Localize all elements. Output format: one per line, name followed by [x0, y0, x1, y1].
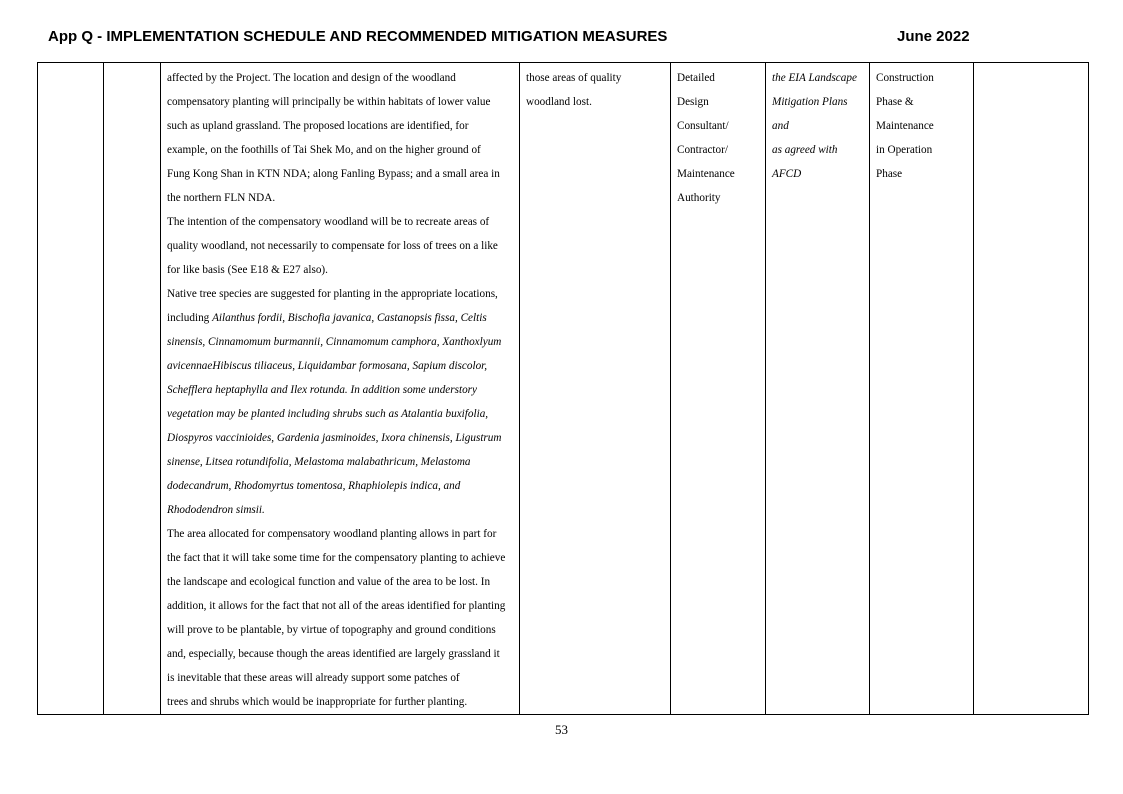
location-cell	[520, 63, 671, 715]
agent-text-line: Authority	[677, 192, 721, 204]
agent-text-line: Design	[677, 96, 709, 108]
mitigation-schedule-table	[37, 62, 1089, 715]
measure-text-line	[167, 234, 513, 258]
measure-text: including	[167, 312, 213, 324]
measure-text-line	[167, 114, 513, 138]
timing-text-line: Maintenance	[876, 120, 934, 132]
agent-text-line: Contractor/	[677, 144, 728, 156]
measure-text-line	[167, 498, 513, 522]
species-names-text: Ailanthus fordii, Bischofia javanica, Castanopsis fissa, Celtis	[212, 312, 487, 324]
requirements-text-line: and	[772, 120, 789, 132]
measure-text-line	[167, 402, 513, 426]
agent-text-line: Detailed	[677, 72, 715, 84]
measure-text-line	[167, 618, 513, 642]
measure-text-line	[167, 450, 513, 474]
measure-text-line	[167, 642, 513, 666]
measure-text-line	[167, 546, 513, 570]
location-text-line: woodland lost.	[526, 96, 592, 108]
mitigation-measure-cell	[161, 63, 520, 715]
document-title: App Q - IMPLEMENTATION SCHEDULE AND RECOMMENDED MITIGATION MEASURES	[48, 28, 668, 45]
measure-text: affected by the Project. The location and design of the woodland	[167, 72, 456, 84]
measure-text: is inevitable that these areas will already support some patches of	[167, 672, 460, 684]
measure-text: compensatory planting will principally be within habitats of lower value	[167, 96, 491, 108]
measure-text-line	[167, 594, 513, 618]
timing-text-line: Phase	[876, 168, 903, 180]
species-names-text: Rhododendron simsii.	[167, 504, 265, 516]
species-names-text: vegetation may be planted including shrubs such as Atalantia buxifolia,	[167, 408, 489, 420]
measure-text-line	[167, 426, 513, 450]
measure-text-line	[167, 474, 513, 498]
measure-text: the fact that it will take some time for the compensatory planting to achieve	[167, 552, 506, 564]
measure-text-line	[167, 570, 513, 594]
requirements-text-line: as agreed with	[772, 144, 838, 156]
measure-text-line	[167, 258, 513, 282]
requirements-cell	[766, 63, 870, 715]
species-names-text: sinensis, Cinnamomum burmannii, Cinnamomum camphora, Xanthoxlyum	[167, 336, 502, 348]
species-names-text: dodecandrum, Rhodomyrtus tomentosa, Rhaphiolepis indica, and	[167, 480, 461, 492]
measure-text: trees and shrubs which would be inappropriate for further planting.	[167, 696, 468, 708]
agent-text-line: Consultant/	[677, 120, 729, 132]
eia-ref-cell	[38, 63, 104, 715]
timing-text-line: Construction	[876, 72, 934, 84]
measure-text-line	[167, 138, 513, 162]
measure-text-line	[167, 354, 513, 378]
measure-text-line	[167, 282, 513, 306]
measure-text: the northern FLN NDA.	[167, 192, 276, 204]
measure-text: The intention of the compensatory woodland will be to recreate areas of	[167, 216, 490, 228]
measure-text-line	[167, 378, 513, 402]
page-number: 53	[555, 722, 568, 737]
measure-text-line	[167, 690, 513, 714]
measure-text: such as upland grassland. The proposed locations are identified, for	[167, 120, 469, 132]
measure-text: Native tree species are suggested for planting in the appropriate locations,	[167, 288, 498, 300]
measure-text-line	[167, 162, 513, 186]
measure-text: and, especially, because though the areas identified are largely grassland it	[167, 648, 500, 660]
requirements-text-line: Mitigation Plans	[772, 96, 848, 108]
measure-text: will prove to be plantable, by virtue of topography and ground conditions	[167, 624, 496, 636]
ref-cell	[104, 63, 161, 715]
implementation-agent-cell	[671, 63, 766, 715]
document-date: June 2022	[897, 28, 970, 45]
measure-text: the landscape and ecological function and value of the area to be lost. In	[167, 576, 491, 588]
timing-cell	[870, 63, 974, 715]
measure-text-line	[167, 210, 513, 234]
measure-text: The area allocated for compensatory woodland planting allows in part for	[167, 528, 497, 540]
measure-text-line	[167, 186, 513, 210]
measure-text-line	[167, 306, 513, 330]
measure-text-line	[167, 90, 513, 114]
measure-text-line	[167, 522, 513, 546]
species-names-text: Schefflera heptaphylla and Ilex rotunda. In addition some understory	[167, 384, 477, 396]
table-row	[38, 63, 1089, 715]
requirements-text-line: AFCD	[772, 168, 802, 180]
species-names-text: Diospyros vaccinioides, Gardenia jasminoides, Ixora chinensis, Ligustrum	[167, 432, 502, 444]
species-names-text: sinense, Litsea rotundifolia, Melastoma malabathricum, Melastoma	[167, 456, 471, 468]
measure-text-line	[167, 330, 513, 354]
measure-text: addition, it allows for the fact that not all of the areas identified for planting	[167, 600, 506, 612]
agent-text-line: Maintenance	[677, 168, 735, 180]
timing-text-line: in Operation	[876, 144, 933, 156]
measure-text: Fung Kong Shan in KTN NDA; along Fanling Bypass; and a small area in	[167, 168, 500, 180]
measure-text: quality woodland, not necessarily to compensate for loss of trees on a like	[167, 240, 498, 252]
measure-text: for like basis (See E18 & E27 also).	[167, 264, 328, 276]
measure-text: example, on the foothills of Tai Shek Mo, and on the higher ground of	[167, 144, 481, 156]
timing-text-line: Phase &	[876, 96, 914, 108]
location-text-line: those areas of quality	[526, 72, 622, 84]
measure-text-line	[167, 66, 513, 90]
species-names-text: avicennaeHibiscus tiliaceus, Liquidambar formosana, Sapium discolor,	[167, 360, 488, 372]
measure-text-line	[167, 666, 513, 690]
status-cell	[974, 63, 1089, 715]
requirements-text-line: the EIA Landscape	[772, 72, 857, 84]
